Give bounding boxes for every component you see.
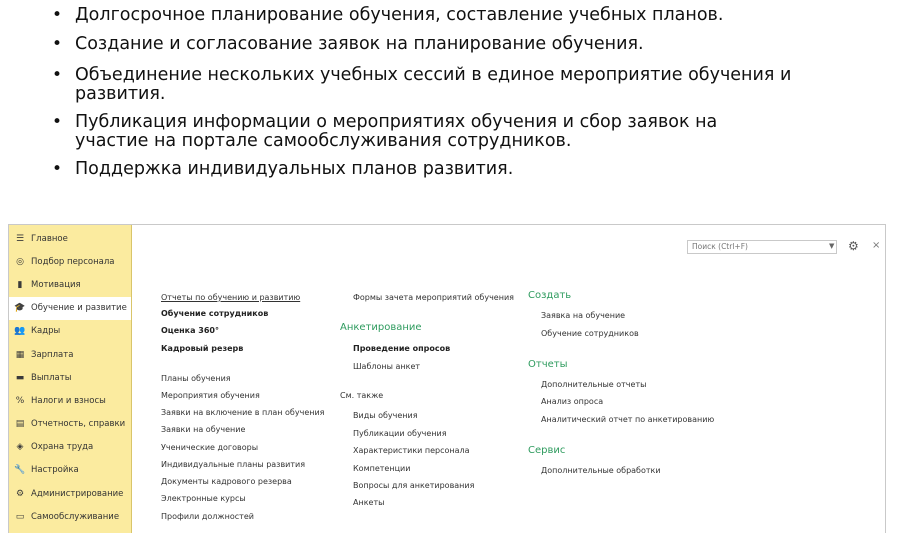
menu-icon: ☰ (15, 233, 25, 244)
section-header-create: Создать (528, 290, 572, 301)
sidebar-item-taxes[interactable] (9, 389, 131, 412)
close-icon[interactable]: × (872, 240, 881, 251)
bullet-item: • Публикация информации о мероприятиях обучения и сбор заявок на участие на портале самообслуживания сотрудников. (48, 113, 795, 151)
cash-icon: ▬ (15, 372, 25, 383)
sidebar (9, 225, 132, 533)
bullet-item: • Объединение нескольких учебных сессий в единое мероприятие обучения и развития. (48, 66, 820, 104)
link-questionnaires[interactable]: Анкеты (353, 498, 385, 507)
section-header-surveys: Анкетирование (340, 322, 422, 333)
sidebar-item-safety[interactable] (9, 436, 131, 459)
link-job-profiles[interactable]: Профили должностей (161, 512, 254, 521)
wrench-icon: 🔧 (14, 465, 26, 476)
link-survey-questions[interactable]: Вопросы для анкетирования (353, 481, 475, 490)
sidebar-item-salary[interactable] (9, 343, 131, 366)
bullet-item: • Создание и согласование заявок на планирование обучения. (48, 35, 848, 54)
sidebar-item-label: Администрирование (31, 488, 124, 499)
sidebar-item-label: Налоги и взносы (31, 395, 106, 406)
graduation-icon: 🎓 (14, 303, 26, 314)
link-individual-plans[interactable]: Индивидуальные планы развития (161, 460, 306, 469)
sidebar-item-admin[interactable] (9, 482, 131, 505)
link-create-employee-training[interactable]: Обучение сотрудников (541, 329, 639, 338)
column-main (161, 225, 331, 533)
sidebar-item-reporting[interactable] (9, 413, 131, 436)
sidebar-item-payments[interactable] (9, 366, 131, 389)
link-survey-analysis[interactable]: Анализ опроса (541, 397, 604, 406)
section-header-service: Сервис (528, 445, 566, 456)
sidebar-item-settings[interactable] (9, 459, 131, 482)
link-apprentice-contracts[interactable]: Ученические договоры (161, 443, 259, 452)
sidebar-item-label: Обучение и развитие (31, 303, 127, 314)
link-training-plans[interactable]: Планы обучения (161, 374, 231, 383)
section-header-reports: Отчеты (528, 359, 568, 370)
section-header-see-also: См. также (340, 391, 384, 400)
sidebar-item-label: Настройка (31, 465, 79, 476)
link-create-training-request[interactable]: Заявка на обучение (541, 311, 626, 320)
sidebar-item-label: Мотивация (31, 279, 81, 290)
link-reserve-documents[interactable]: Документы кадрового резерва (161, 477, 292, 486)
sidebar-item-label: Охрана труда (31, 442, 94, 453)
gear-icon: ⚙ (15, 488, 25, 499)
column-surveys (340, 225, 530, 533)
link-e-courses[interactable]: Электронные курсы (161, 494, 246, 503)
target-icon: ◎ (16, 256, 24, 267)
main-panel (132, 225, 885, 533)
sidebar-item-label: Самообслуживание (31, 511, 120, 522)
report-icon: ▤ (15, 419, 25, 430)
sidebar-item-label: Отчетность, справки (31, 419, 126, 430)
sidebar-item-selfservice[interactable] (9, 505, 131, 528)
link-personnel-reserve[interactable]: Кадровый резерв (161, 344, 244, 353)
sidebar-item-label: Подбор персонала (31, 256, 115, 267)
people-icon: 👥 (14, 326, 26, 337)
sidebar-item-recruiting[interactable] (9, 250, 131, 273)
settings-gear-icon[interactable]: ⚙ (848, 239, 859, 253)
sidebar-item-training[interactable] (9, 297, 131, 320)
link-training-requests[interactable]: Заявки на обучение (161, 425, 246, 434)
app-window (8, 224, 886, 533)
link-plan-inclusion-requests[interactable]: Заявки на включение в план обучения (161, 408, 325, 417)
monitor-icon: ▭ (15, 511, 25, 522)
chart-icon: ▮ (17, 279, 23, 290)
bullet-item: • Поддержка индивидуальных планов развития. (48, 160, 848, 179)
link-employee-training[interactable]: Обучение сотрудников (161, 309, 269, 318)
link-training-reports[interactable]: Отчеты по обучению и развитию (161, 293, 301, 302)
calculator-icon: ▦ (15, 349, 25, 360)
percent-icon: % (15, 395, 25, 406)
link-credit-forms[interactable]: Формы зачета мероприятий обучения (353, 293, 514, 302)
link-360-assessment[interactable]: Оценка 360° (161, 326, 219, 335)
sidebar-item-label: Главное (31, 233, 68, 244)
sidebar-item-personnel[interactable] (9, 320, 131, 343)
bullet-list (48, 6, 848, 188)
link-training-publications[interactable]: Публикации обучения (353, 429, 447, 438)
bullet-item: • Долгосрочное планирование обучения, составление учебных планов. (48, 6, 848, 25)
sidebar-item-label: Зарплата (31, 349, 74, 360)
sidebar-item-label: Выплаты (31, 372, 72, 383)
link-survey-templates[interactable]: Шаблоны анкет (353, 362, 421, 371)
link-conduct-surveys[interactable]: Проведение опросов (353, 344, 451, 353)
link-training-types[interactable]: Виды обучения (353, 411, 418, 420)
sidebar-item-main[interactable] (9, 227, 131, 250)
column-actions (528, 225, 768, 533)
link-analytic-survey-report[interactable]: Аналитический отчет по анкетированию (541, 415, 715, 424)
shield-icon: ◈ (16, 442, 24, 453)
link-competencies[interactable]: Компетенции (353, 464, 411, 473)
sidebar-item-label: Кадры (31, 326, 61, 337)
link-additional-processing[interactable]: Дополнительные обработки (541, 466, 661, 475)
link-additional-reports[interactable]: Дополнительные отчеты (541, 380, 647, 389)
chevron-down-icon[interactable]: ▼ (829, 242, 835, 250)
link-training-events[interactable]: Мероприятия обучения (161, 391, 260, 400)
link-personnel-characteristics[interactable]: Характеристики персонала (353, 446, 470, 455)
sidebar-item-motivation[interactable] (9, 273, 131, 296)
